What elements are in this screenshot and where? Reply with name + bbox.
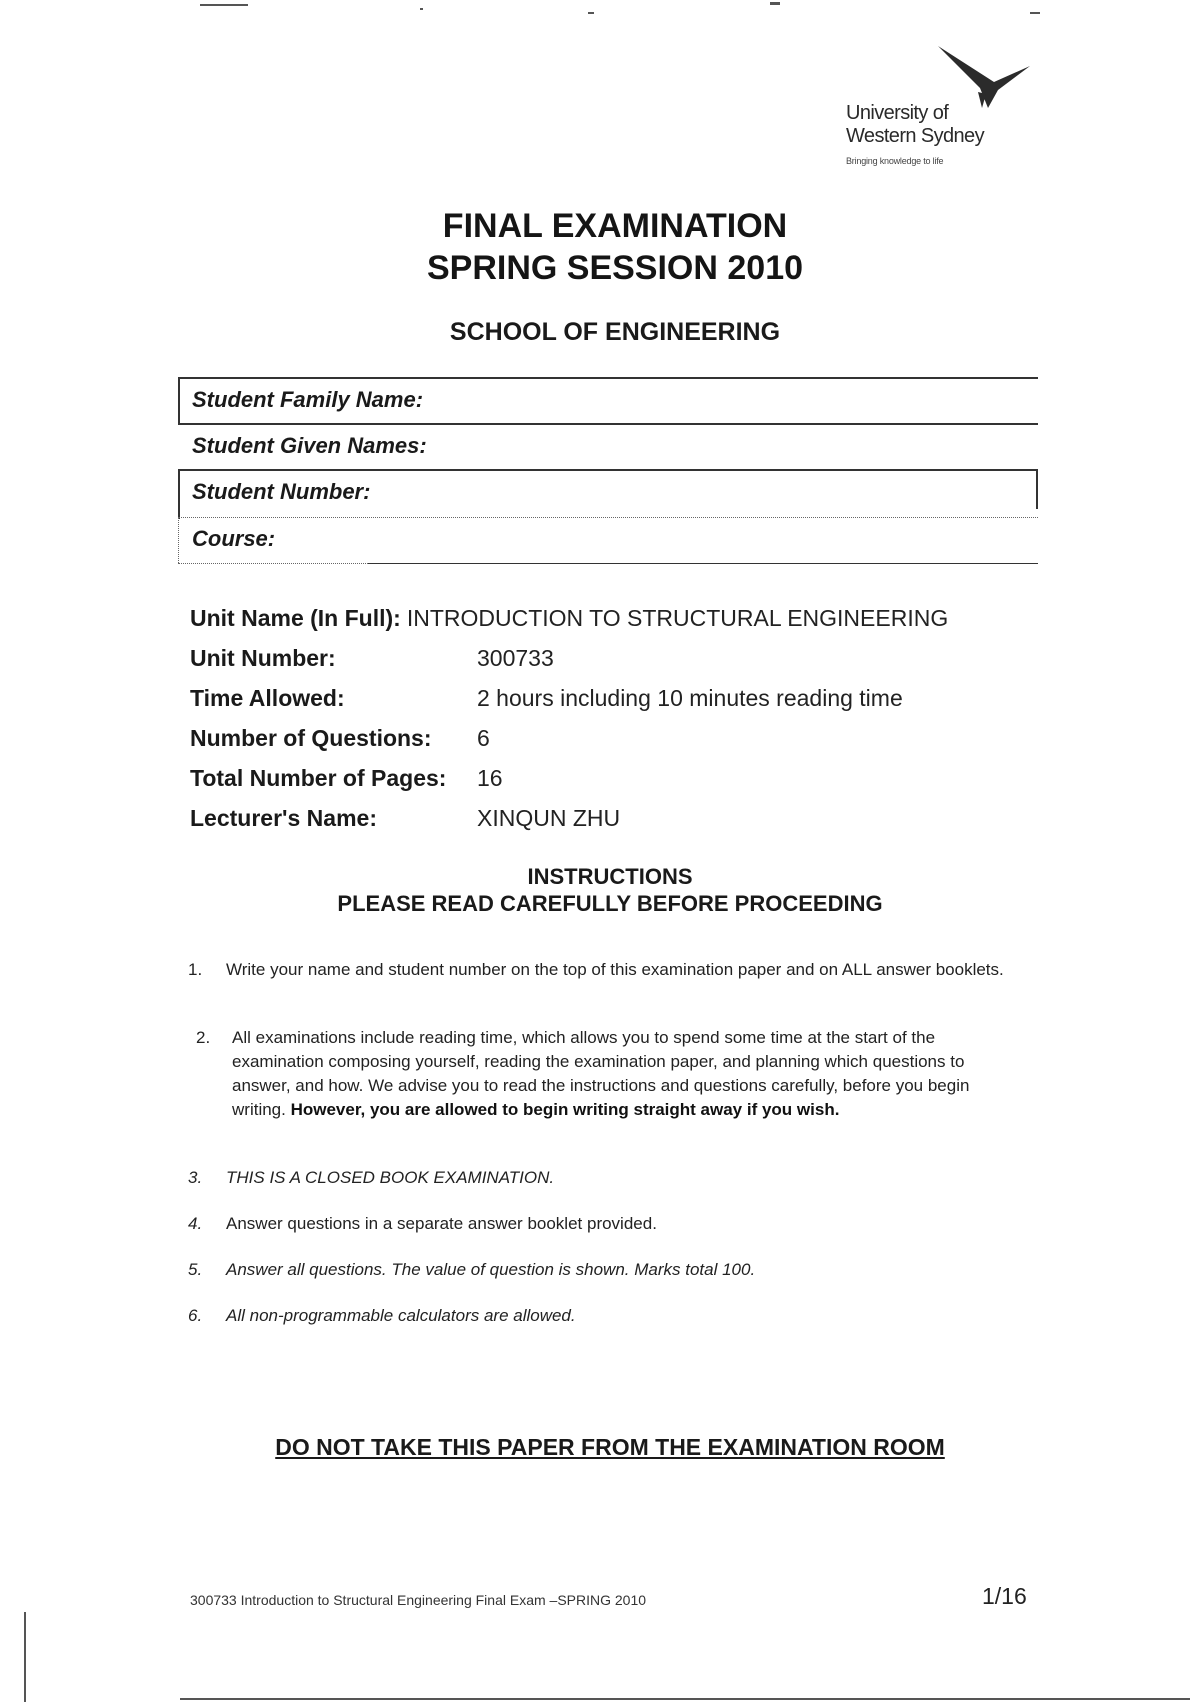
box-left-border <box>178 469 180 519</box>
student-details-box <box>178 377 1038 565</box>
box-top-border <box>178 377 1038 379</box>
exam-session: SPRING SESSION 2010 <box>426 249 804 287</box>
box-bottom-border <box>178 563 368 564</box>
unit-name-label: Unit Name (In Full): <box>190 605 401 631</box>
exam-room-notice: DO NOT TAKE THIS PAPER FROM THE EXAMINATION ROOM <box>275 1434 945 1460</box>
instruction-text: Answer questions in a separate answer booklet provided. <box>226 1214 657 1233</box>
box-bottom-border <box>368 563 1038 564</box>
student-number-label: Student Number: <box>192 479 371 504</box>
exam-title: FINAL EXAMINATION <box>442 207 788 245</box>
scan-artifact <box>588 12 594 14</box>
scan-artifact <box>770 2 780 5</box>
given-names-label: Student Given Names: <box>192 433 427 458</box>
university-logo-mark <box>938 46 1034 126</box>
unit-number-row <box>190 644 554 672</box>
instruction-text-regular: All examinations include reading time, which allows you to spend some time at the start of the examination composing yourself, reading the examination paper, and planning which questions to answer, and how. We advise you to read the instructions and questions carefully, before you begin writing. <box>232 1028 970 1119</box>
lecturer-value: XINQUN ZHU <box>477 805 621 831</box>
scan-artifact <box>420 8 423 10</box>
box-left-border <box>178 517 179 563</box>
university-name-line2: Western Sydney <box>846 125 984 147</box>
instructions-heading: INSTRUCTIONS <box>527 864 693 889</box>
box-left-border <box>178 377 180 425</box>
instruction-text: Answer all questions. The value of question is shown. Marks total 100. <box>226 1260 756 1279</box>
course-label: Course: <box>192 526 276 551</box>
university-logo <box>846 46 1046 176</box>
instructions-subheading: PLEASE READ CAREFULLY BEFORE PROCEEDING <box>337 891 883 916</box>
instruction-text-bold: However, you are allowed to begin writing straight away if you wish. <box>290 1100 840 1119</box>
unit-name-row <box>190 604 948 632</box>
instruction-text: THIS IS A CLOSED BOOK EXAMINATION. <box>226 1168 555 1187</box>
questions-value: 6 <box>477 725 490 751</box>
page-number: 1/16 <box>982 1583 1027 1609</box>
lecturer-label: Lecturer's Name: <box>190 805 377 831</box>
instruction-number: 5. <box>188 1260 203 1279</box>
time-allowed-label: Time Allowed: <box>190 685 345 711</box>
instruction-text <box>232 1026 1012 1122</box>
scan-artifact <box>200 4 248 6</box>
instruction-number: 2. <box>196 1028 211 1047</box>
footer-text: 300733 Introduction to Structural Engineering Final Exam –SPRING 2010 <box>190 1592 647 1608</box>
university-tagline: Bringing knowledge to life <box>846 156 944 166</box>
instruction-number: 3. <box>188 1168 203 1187</box>
instruction-text: All non-programmable calculators are allowed. <box>226 1306 576 1325</box>
time-allowed-value: 2 hours including 10 minutes reading time <box>477 685 903 711</box>
time-allowed-row <box>190 684 903 712</box>
scan-artifact <box>180 1698 1190 1700</box>
instruction-number: 6. <box>188 1306 203 1325</box>
family-name-label: Student Family Name: <box>192 387 424 412</box>
unit-number-value: 300733 <box>477 645 554 671</box>
unit-name-value: INTRODUCTION TO STRUCTURAL ENGINEERING <box>406 605 949 631</box>
pages-label: Total Number of Pages: <box>190 765 447 791</box>
lecturer-row <box>190 804 621 832</box>
questions-row <box>190 724 490 752</box>
box-row-divider <box>178 517 1038 518</box>
scan-artifact <box>24 1612 26 1702</box>
university-name-line1: University of <box>846 102 949 124</box>
instruction-number: 1. <box>188 960 203 979</box>
box-row-divider <box>178 423 1038 425</box>
pages-value: 16 <box>477 765 503 791</box>
school-name: SCHOOL OF ENGINEERING <box>449 318 781 346</box>
unit-number-label: Unit Number: <box>190 645 336 671</box>
instruction-text: Write your name and student number on the top of this examination paper and on ALL answer booklets. <box>226 960 1004 979</box>
pages-row <box>190 764 503 792</box>
questions-label: Number of Questions: <box>190 725 432 751</box>
box-right-border <box>1036 469 1038 509</box>
box-row-divider <box>178 469 1038 471</box>
instruction-number: 4. <box>188 1214 203 1233</box>
scan-artifact <box>1030 12 1040 14</box>
